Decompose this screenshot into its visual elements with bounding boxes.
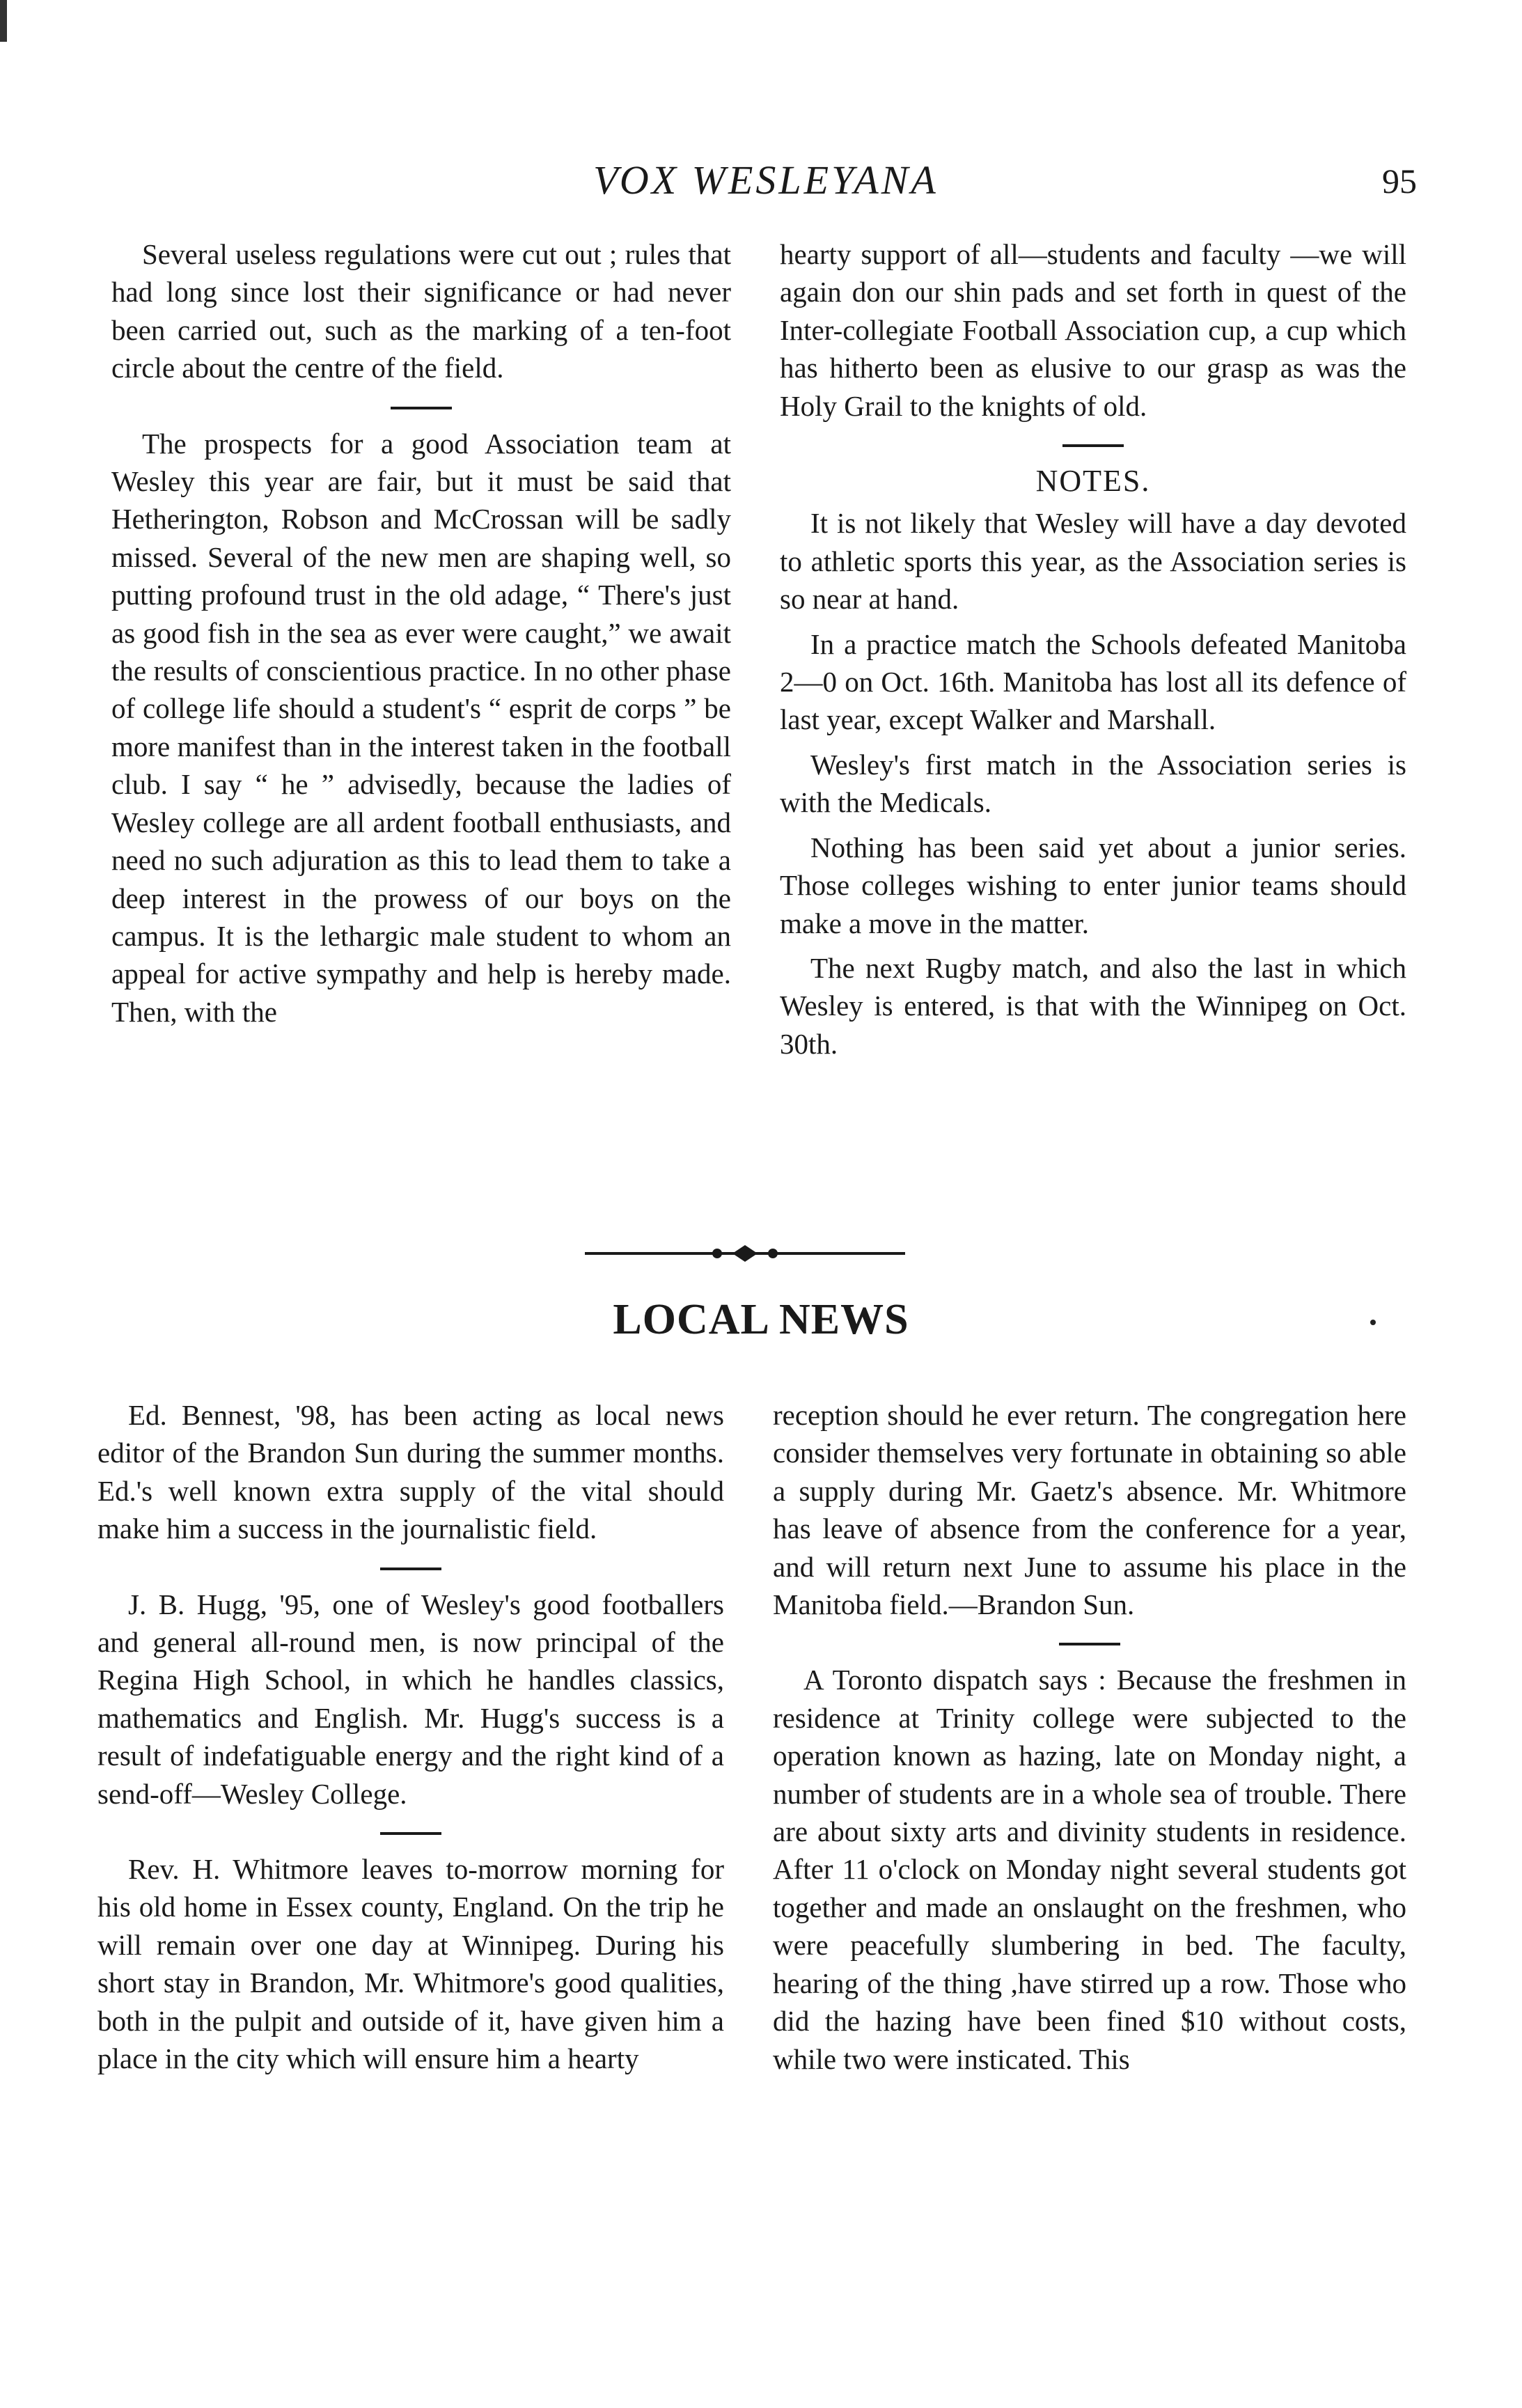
scan-edge-mark	[0, 0, 7, 42]
separator-rule	[380, 1567, 441, 1570]
separator-rule	[391, 407, 452, 409]
section-title-local-news: LOCAL NEWS	[613, 1296, 909, 1343]
news-item-bennest: Ed. Bennest, '98, has been acting as local news editor of the Brandon Sun during the summer months. Ed.'s well known extra supply of the vital should make him a success in the journalistic field.	[97, 1399, 724, 1545]
note-item: In a practice match the Schools defeated Manitoba 2—0 on Oct. 16th. Manitoba has lost all its defence of last year, except Walker and Marshall.	[780, 627, 1406, 736]
news-item-toronto-dispatch: A Toronto dispatch says : Because the freshmen in residence at Trinity college were subjected to the operation known as hazing, late on Monday night, a number of students are in a whole sea of trouble. There are about sixty arts and divinity students in residence. After 11 o'clock on Monday night several students got together and made an onslaught on the freshmen, who were peacefully slumbering in bed. The faculty, hearing of the thing ,have stirred up a row. Those who did the hazing have been fined $10 without costs, while two were insticated. This	[773, 1664, 1406, 2075]
journal-title: VOX WESLEYANA	[593, 157, 939, 203]
note-item: Wesley's first match in the Association series is with the Medicals.	[780, 748, 1406, 819]
notes-heading: NOTES.	[1035, 464, 1151, 499]
local-news-left-column	[97, 1396, 724, 2078]
stray-mark	[1370, 1320, 1376, 1325]
paragraph-regulations: Several useless regulations were cut out ; rules that had long since lost their significance or had never been carried out, such as the marking of a ten-foot circle about the centre of the field.	[111, 238, 731, 384]
paragraph-continuation: hearty support of all—students and faculty —we will again don our shin pads and set forth in quest of the Inter-collegiate Football Association cup, a cup which has hitherto been as elusive to our grasp as was the Holy Grail to the knights of old.	[780, 238, 1406, 422]
ornament-divider	[585, 1240, 905, 1267]
top-right-column	[780, 235, 1406, 1063]
separator-rule	[1062, 444, 1124, 447]
local-news-right-column	[773, 1396, 1406, 2078]
page-number: 95	[1382, 162, 1417, 201]
paragraph-association-prospects: The prospects for a good Association team at Wesley this year are fair, but it must be said that Hetherington, Robson and McCrossan will be sadly missed. Several of the new men are shaping well, so putting profound trust in the old adage, “ There's just as good fish in the sea as ever were caught,” we await the results of conscientious practice. In no other phase of college life should a student's “ esprit de corps ” be more manifest than in the interest taken in the football club. I say “ he ” advisedly, because the ladies of Wesley college are all ardent football enthusiasts, and need no such adjuration as this to lead them to take a deep interest in the prowess of our boys on the campus. It is the lethargic male student to whom an appeal for active sympathy and help is hereby made. Then, with the	[111, 427, 731, 1028]
top-left-column	[111, 235, 731, 1031]
note-item: It is not likely that Wesley will have a day devoted to athletic sports this year, as the Association series is so near at hand.	[780, 507, 1406, 616]
news-item-whitmore-continued: reception should he ever return. The congregation here consider themselves very fortunate in obtaining so able a supply during Mr. Gaetz's absence. Mr. Whitmore has leave of absence from the conference for a year, and will return next June to assume his place in the Manitoba field.—Brandon Sun.	[773, 1399, 1406, 1621]
note-item: Nothing has been said yet about a junior series. Those colleges wishing to enter junior teams should make a move in the matter.	[780, 831, 1406, 939]
news-item-whitmore: Rev. H. Whitmore leaves to-morrow morning for his old home in Essex county, England. On the trip he will remain over one day at Winnipeg. During his short stay in Brandon, Mr. Whitmore's good qualities, both in the pulpit and outside of it, have given him a place in the city which will ensure him a hearty	[97, 1853, 724, 2075]
note-item: The next Rugby match, and also the last in which Wesley is entered, is that with the Winnipeg on Oct. 30th.	[780, 951, 1406, 1060]
separator-rule	[380, 1832, 441, 1835]
news-item-hugg: J. B. Hugg, '95, one of Wesley's good footballers and general all-round men, is now principal of the Regina High School, in which he handles classics, mathematics and English. Mr. Hugg's success is a result of indefatiguable energy and the right kind of a send-off—Wesley College.	[97, 1588, 724, 1810]
separator-rule	[1059, 1643, 1120, 1645]
page-header	[104, 157, 1417, 212]
